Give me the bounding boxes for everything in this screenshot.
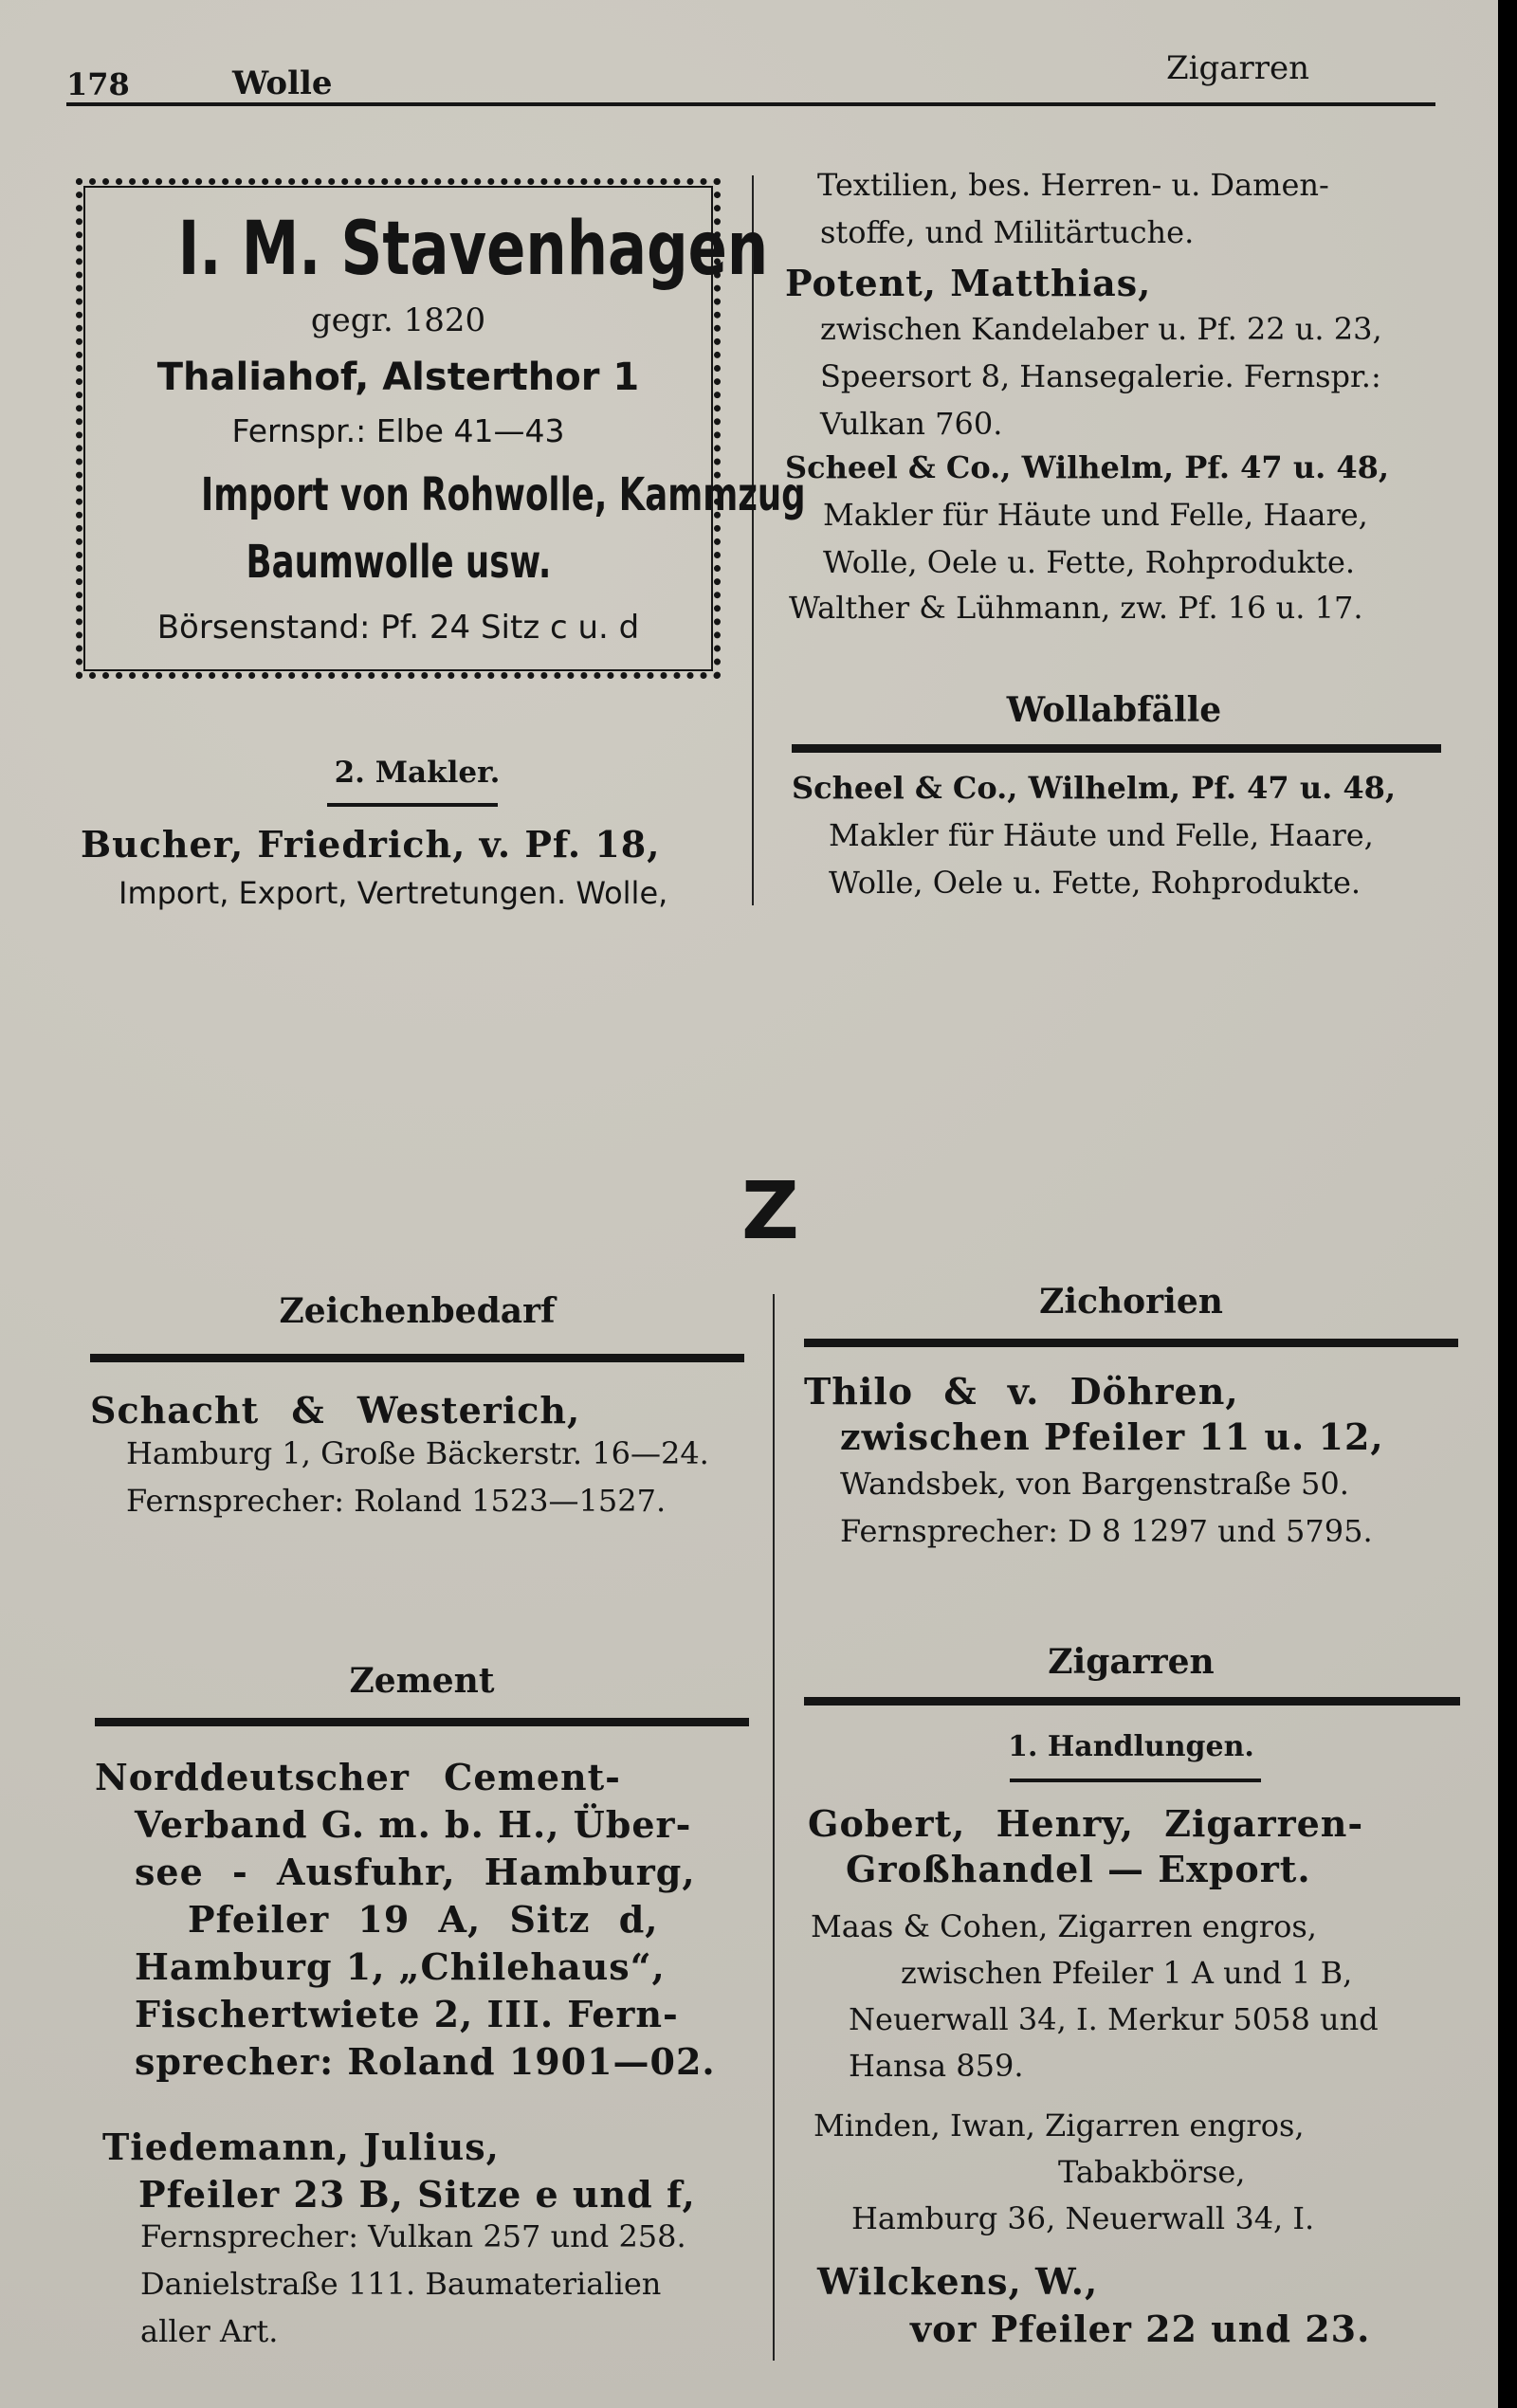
text-line: sprecher: Roland 1901—02. (135, 2040, 716, 2083)
text-line: stoffe, und Militärtuche. (820, 214, 1195, 250)
entry-text-bucher: Import, Export, Vertretungen. Wolle, (119, 875, 668, 911)
text-line: Tiedemann, Julius, (102, 2125, 500, 2168)
text-line: Norddeutscher Cement- (95, 1756, 621, 1798)
text-line: Fernsprecher: D 8 1297 und 5795. (840, 1513, 1373, 1549)
zigarren-subheading: 1. Handlungen. (1008, 1730, 1254, 1763)
ad-product-line-1-wrap (95, 468, 806, 521)
section-letter: Z (741, 1164, 799, 1257)
entry-text-scheel (823, 491, 1368, 586)
makler-subheading: 2. Makler. (334, 756, 501, 790)
zichorien-rule (804, 1339, 1458, 1347)
text-line: aller Art. (140, 2313, 279, 2349)
zeichenbedarf-rule (90, 1354, 744, 1362)
wollabfaelle-rule (792, 744, 1441, 753)
text-line: Wolle, Oele u. Fette, Rohprodukte. (829, 865, 1362, 901)
entry-text-tiedemann (140, 2213, 686, 2355)
text-line: Wolle, Oele u. Fette, Rohprodukte. (823, 544, 1356, 580)
section-heading-zichorien: Zichorien (1039, 1282, 1223, 1322)
text-line: zwischen Pfeiler 11 u. 12, (840, 1415, 1384, 1458)
entry-maas-cohen (811, 1904, 1379, 2089)
makler-underline (327, 803, 498, 807)
text-line: Makler für Häute und Felle, Haare, (823, 497, 1368, 533)
entry-name-potent: Potent, Matthias, (785, 262, 1152, 304)
entry-wilckens (817, 2258, 1370, 2353)
entry-name-bucher: Bucher, Friedrich, v. Pf. 18, (81, 823, 661, 866)
text-line: see - Ausfuhr, Hamburg, (135, 1851, 696, 1893)
entry-walther: Walther & Lühmann, zw. Pf. 16 u. 17. (789, 590, 1363, 626)
text-line: Fernsprecher: Vulkan 257 und 258. (140, 2218, 686, 2254)
text-line: Minden, Iwan, Zigarren engros, (813, 2107, 1305, 2143)
entry-norddeutscher-cement (95, 1754, 716, 2086)
zement-rule (95, 1718, 749, 1726)
text-line: zwischen Pfeiler 1 A und 1 B, (901, 1955, 1353, 1991)
section-heading-zigarren: Zigarren (1048, 1642, 1215, 1682)
text-line: Makler für Häute und Felle, Haare, (829, 817, 1374, 853)
ad-founded: gegr. 1820 (310, 301, 486, 339)
zigarren-rule (804, 1697, 1460, 1706)
ad-company-name: I. M. Stavenhagen (177, 207, 769, 292)
text-line: Hamburg 1, Große Bäckerstr. 16—24. (126, 1435, 709, 1471)
entry-name-scheel: Scheel & Co., Wilhelm, Pf. 47 u. 48, (785, 449, 1390, 485)
section-heading-zement: Zement (349, 1661, 495, 1701)
entry-name-gobert (808, 1801, 1363, 1892)
text-line: Danielstraße 111. Baumaterialien (140, 2266, 662, 2302)
page-number: 178 (66, 66, 130, 102)
text-line: Hamburg 36, Neuerwall 34, I. (851, 2200, 1315, 2236)
text-line: Pfeiler 19 A, Sitz d, (188, 1898, 659, 1941)
text-line: Wandsbek, von Bargenstraße 50. (840, 1466, 1349, 1502)
entry-text-thilo (840, 1460, 1373, 1555)
header-right-word: Zigarren (1166, 49, 1310, 87)
text-line: Wilckens, W., (817, 2260, 1099, 2303)
section-heading-zeichenbedarf: Zeichenbedarf (279, 1291, 556, 1331)
text-line: Hansa 859. (849, 2048, 1024, 2084)
text-line: Hamburg 1, „Chilehaus“, (135, 1945, 666, 1988)
entry-name-thilo (804, 1369, 1384, 1460)
ad-product-line-1: Import von Rohwolle, Kammzug (201, 468, 806, 521)
wolle-continuation (817, 161, 1329, 256)
text-line: Fischertwiete 2, III. Fern- (135, 1993, 679, 2035)
text-line: zwischen Kandelaber u. Pf. 22 u. 23, (820, 311, 1382, 347)
ad-product-line-2: Baumwolle usw. (246, 536, 551, 589)
entry-text-potent (820, 305, 1382, 447)
ad-address: Thaliahof, Alsterthor 1 (156, 356, 640, 399)
text-line: Großhandel — Export. (846, 1848, 1311, 1890)
text-line: vor Pfeiler 22 und 23. (910, 2308, 1371, 2350)
text-line: Verband G. m. b. H., Über- (135, 1803, 692, 1846)
ad-boersenstand: Börsenstand: Pf. 24 Sitz c u. d (156, 609, 640, 647)
text-line: Vulkan 760. (820, 406, 1003, 442)
entry-text-schacht (126, 1430, 709, 1524)
entry-text-scheel-2 (829, 812, 1374, 906)
entry-name-tiedemann (102, 2124, 696, 2218)
section-heading-wollabfaelle: Wollabfälle (1006, 690, 1222, 730)
column-divider-bottom (773, 1294, 775, 2361)
text-line: Speersort 8, Hansegalerie. Fernspr.: (820, 358, 1381, 394)
entry-minden (813, 2103, 1314, 2242)
text-line: Pfeiler 23 B, Sitze e und f, (138, 2173, 696, 2216)
entry-name-scheel-2: Scheel & Co., Wilhelm, Pf. 47 u. 48, (792, 770, 1397, 806)
text-line: Thilo & v. Döhren, (804, 1370, 1239, 1413)
header-left-word: Wolle (232, 64, 333, 102)
text-line: Tabakbörse, (1058, 2154, 1246, 2190)
text-line: Gobert, Henry, Zigarren- (808, 1802, 1364, 1845)
ad-company-name-wrap (95, 207, 769, 292)
text-line: Textilien, bes. Herren- u. Damen- (817, 167, 1329, 203)
ad-phone: Fernspr.: Elbe 41—43 (231, 412, 565, 449)
text-line: Fernsprecher: Roland 1523—1527. (126, 1483, 667, 1519)
entry-name-schacht: Schacht & Westerich, (90, 1389, 581, 1432)
text-line: Maas & Cohen, Zigarren engros, (811, 1908, 1317, 1944)
zigarren-subheading-underline (1010, 1779, 1261, 1782)
text-line: Neuerwall 34, I. Merkur 5058 und (849, 2001, 1379, 2037)
ad-product-line-2-wrap (95, 536, 702, 589)
header-rule (66, 102, 1435, 106)
